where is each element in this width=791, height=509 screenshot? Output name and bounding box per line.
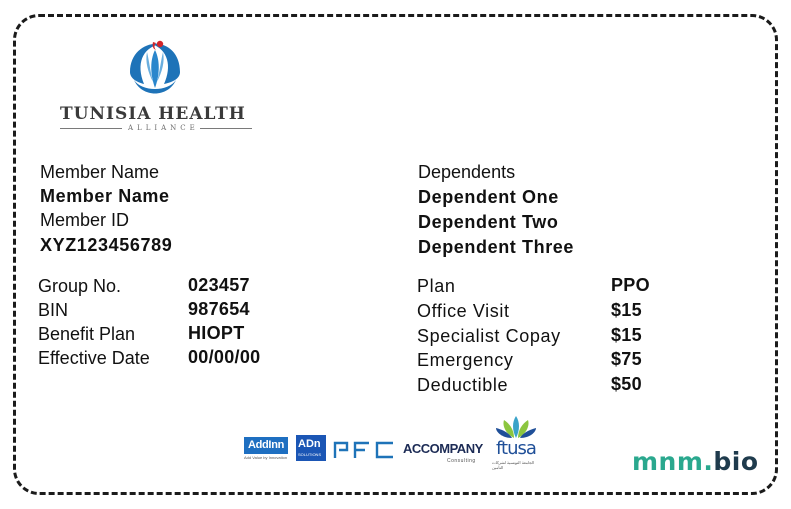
- office-visit-value: $15: [611, 300, 642, 320]
- ftusa-name: ftusa: [496, 438, 536, 459]
- adn-name: ADn: [298, 438, 321, 450]
- bin-label: BIN: [38, 300, 69, 320]
- rfc-wordmark-icon: [333, 440, 397, 460]
- member-name-label: Member Name: [40, 162, 160, 182]
- tunisia-health-alliance-logo: [56, 38, 256, 134]
- lotus-emblem-icon: [120, 38, 190, 102]
- effective-date-value: 00/00/00: [188, 347, 261, 367]
- brand-part1: mnm.: [632, 447, 714, 476]
- accompany-sub: Consulting: [447, 458, 476, 464]
- group-no-value: 023457: [188, 275, 250, 295]
- deductible-value: $50: [611, 374, 642, 394]
- group-no-label: Group No.: [38, 276, 122, 296]
- dependents-label: Dependents: [418, 162, 516, 182]
- logo-divider: [60, 128, 122, 129]
- effective-date-label: Effective Date: [38, 348, 150, 368]
- member-id-value: XYZ123456789: [40, 235, 173, 255]
- dependent-item: Dependent Two: [418, 212, 559, 232]
- member-id-label: Member ID: [40, 210, 130, 230]
- office-visit-label: Office Visit: [417, 301, 510, 321]
- addinn-name: AddInn: [244, 437, 288, 454]
- ftusa-sub: الجامعة التونسية لشركات التأمين: [492, 460, 535, 470]
- dependent-item: Dependent One: [418, 187, 559, 207]
- logo-title: TUNISIA HEALTH: [60, 104, 246, 124]
- logo-subtitle: ALLIANCE: [128, 124, 199, 132]
- addinn-logo: [244, 437, 288, 461]
- rfc-logo: [333, 440, 397, 465]
- ftusa-logo: [490, 414, 542, 470]
- specialist-copay-value: $15: [611, 325, 642, 345]
- adn-sub: SOLUTIONS: [298, 452, 322, 457]
- member-name-value: Member Name: [40, 186, 170, 206]
- accompany-name: ACCOMPANY: [403, 441, 483, 456]
- logo-divider: [200, 128, 252, 129]
- accompany-logo: [403, 441, 483, 464]
- dependent-item: Dependent Three: [418, 237, 575, 257]
- specialist-copay-label: Specialist Copay: [417, 326, 561, 346]
- bin-value: 987654: [188, 299, 250, 319]
- adn-logo: [296, 435, 326, 461]
- benefit-plan-value: HIOPT: [188, 323, 245, 343]
- mnm-bio-brand: [632, 447, 759, 476]
- brand-part2: bio: [713, 447, 759, 476]
- emergency-value: $75: [611, 349, 642, 369]
- deductible-label: Deductible: [417, 375, 509, 395]
- plan-value: PPO: [611, 275, 650, 295]
- emergency-label: Emergency: [417, 350, 514, 370]
- addinn-tagline: Add Value by Innovation: [244, 455, 288, 460]
- ftusa-leaf-icon: [490, 414, 542, 440]
- plan-label: Plan: [417, 276, 456, 296]
- benefit-plan-label: Benefit Plan: [38, 324, 136, 344]
